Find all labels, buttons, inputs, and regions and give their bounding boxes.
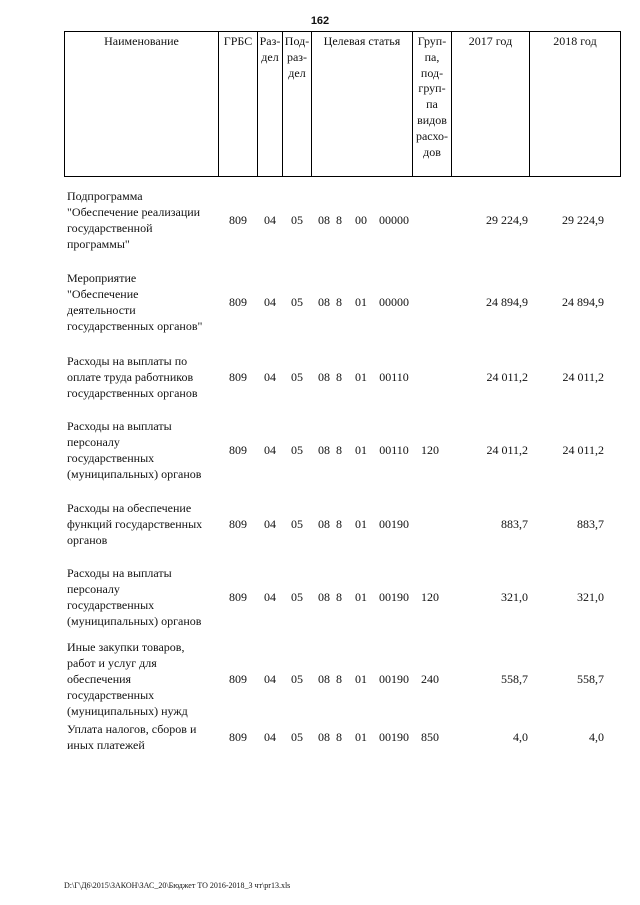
row-target-2: 8 [336,370,342,384]
row-2018: 24 011,2 [562,443,604,457]
row-razdel: 04 [264,443,276,457]
header-name: Наименование [65,32,219,176]
header-grbs: ГРБС [219,32,258,176]
row-target-4: 00110 [379,443,409,457]
row-2018: 29 224,9 [562,213,604,227]
row-podrazdel: 05 [291,517,303,531]
row-2017: 558,7 [501,672,528,686]
row-target-3: 01 [355,672,367,686]
row-target-1: 08 [318,213,330,227]
row-razdel: 04 [264,672,276,686]
row-target-3: 01 [355,590,367,604]
row-expense-group: 850 [421,730,439,744]
row-2018: 883,7 [577,517,604,531]
row-target-2: 8 [336,590,342,604]
row-target-2: 8 [336,295,342,309]
row-grbs: 809 [229,672,247,686]
row-expense-group: 120 [421,443,439,457]
row-name: Иные закупки товаров, работ и услуг для обеспечения государственных (муниципальных) нужд [67,640,188,718]
row-target-2: 8 [336,213,342,227]
row-expense-group: 120 [421,590,439,604]
row-2017: 24 011,2 [486,443,528,457]
row-2017: 4,0 [513,730,528,744]
row-target-4: 00190 [379,590,409,604]
row-razdel: 04 [264,370,276,384]
row-grbs: 809 [229,590,247,604]
row-razdel: 04 [264,517,276,531]
row-target-1: 08 [318,443,330,457]
row-podrazdel: 05 [291,730,303,744]
row-target-2: 8 [336,672,342,686]
row-name: Уплата налогов, сборов и иных платежей [67,722,197,752]
row-target-1: 08 [318,730,330,744]
row-target-3: 01 [355,295,367,309]
row-razdel: 04 [264,590,276,604]
row-target-2: 8 [336,517,342,531]
row-name: Расходы на выплаты по оплате труда работников государственных органов [67,354,198,400]
row-target-4: 00190 [379,730,409,744]
header-target-article: Целевая статья [312,32,413,176]
row-target-3: 00 [355,213,367,227]
row-podrazdel: 05 [291,443,303,457]
header-2018: 2018 год [553,34,597,48]
row-grbs: 809 [229,370,247,384]
row-expense-group: 240 [421,672,439,686]
row-2017: 321,0 [501,590,528,604]
row-target-3: 01 [355,730,367,744]
row-target-1: 08 [318,295,330,309]
row-2018: 321,0 [577,590,604,604]
header-razdel: Раз- дел [258,32,283,176]
row-podrazdel: 05 [291,295,303,309]
row-grbs: 809 [229,213,247,227]
row-podrazdel: 05 [291,213,303,227]
row-2018: 24 894,9 [562,295,604,309]
row-target-4: 00000 [379,295,409,309]
row-2017: 24 011,2 [486,370,528,384]
row-name: Расходы на обеспечение функций государственных органов [67,501,203,547]
row-podrazdel: 05 [291,370,303,384]
row-grbs: 809 [229,443,247,457]
row-target-4: 00190 [379,517,409,531]
row-2017: 24 894,9 [486,295,528,309]
row-podrazdel: 05 [291,672,303,686]
row-grbs: 809 [229,517,247,531]
row-2018: 24 011,2 [562,370,604,384]
row-target-3: 01 [355,370,367,384]
row-2018: 4,0 [589,730,604,744]
row-razdel: 04 [264,295,276,309]
table-header [64,31,621,177]
row-2017: 883,7 [501,517,528,531]
row-2018: 558,7 [577,672,604,686]
row-grbs: 809 [229,295,247,309]
row-target-1: 08 [318,517,330,531]
row-target-3: 01 [355,517,367,531]
row-target-4: 00190 [379,672,409,686]
header-expense-group: Груп- па, под- груп- па видов расхо- дов [413,32,452,176]
header-2017: 2017 год [452,32,530,176]
header-podrazdel: Под- раз- дел [283,32,312,176]
row-target-1: 08 [318,370,330,384]
row-podrazdel: 05 [291,590,303,604]
row-name: Подпрограмма "Обеспечение реализации государственной программы" [67,189,201,251]
file-path-footer: D:\Г\Д6\2015\ЗАКОН\ЗАС_20\Бюджет ТО 2016-2018_3 чт\pr13.xls [64,881,291,890]
row-target-2: 8 [336,443,342,457]
row-target-1: 08 [318,672,330,686]
row-2017: 29 224,9 [486,213,528,227]
row-target-3: 01 [355,443,367,457]
row-name: Мероприятие "Обеспечение деятельности государственных органов" [67,271,203,333]
row-razdel: 04 [264,213,276,227]
row-target-2: 8 [336,730,342,744]
row-name: Расходы на выплаты персоналу государственных (муниципальных) органов [67,566,202,628]
row-target-4: 00110 [379,370,409,384]
row-target-4: 00000 [379,213,409,227]
row-target-1: 08 [318,590,330,604]
row-grbs: 809 [229,730,247,744]
row-razdel: 04 [264,730,276,744]
row-name: Расходы на выплаты персоналу государственных (муниципальных) органов [67,419,202,481]
page-number: 162 [310,15,330,27]
